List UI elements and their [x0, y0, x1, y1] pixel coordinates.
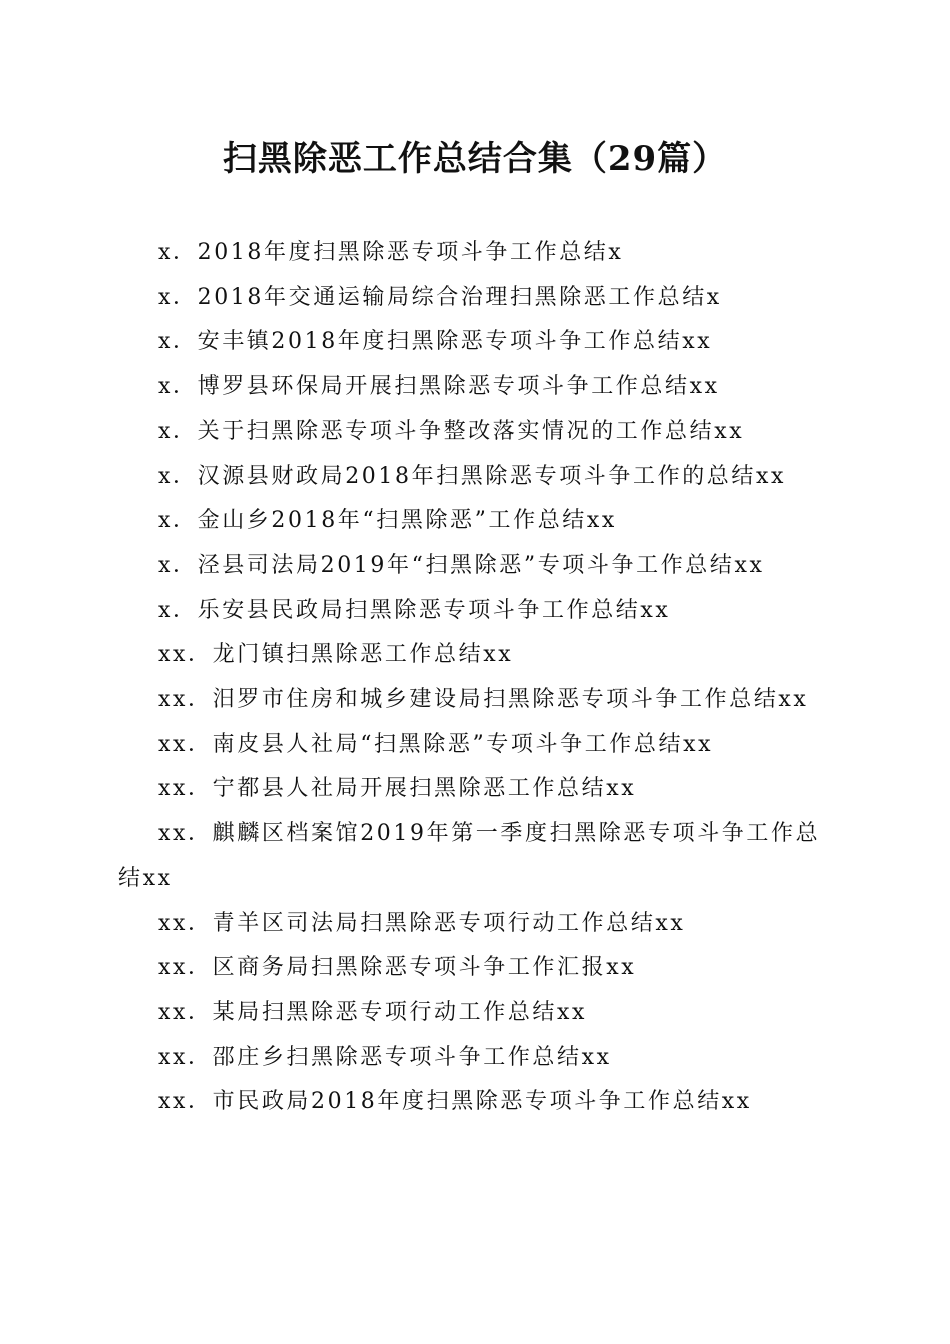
- toc-item: xx．龙门镇扫黑除恶工作总结xx: [158, 642, 514, 668]
- toc-item: xx．麒麟区档案馆2019年第一季度扫黑除恶专项斗争工作总结xx: [118, 821, 821, 891]
- toc-item: x．2018年交通运输局综合治理扫黑除恶工作总结x: [158, 284, 722, 310]
- toc-item: x．金山乡2018年“扫黑除恶”工作总结xx: [158, 508, 617, 534]
- toc-item: xx．南皮县人社局“扫黑除恶”专项斗争工作总结xx: [158, 731, 714, 757]
- toc-item: xx．邵庄乡扫黑除恶专项斗争工作总结xx: [158, 1044, 612, 1070]
- toc-item: x．汉源县财政局2018年扫黑除恶专项斗争工作的总结xx: [158, 463, 787, 489]
- toc-item: x．泾县司法局2019年“扫黑除恶”专项斗争工作总结xx: [158, 552, 765, 578]
- toc-item: xx．宁都县人社局开展扫黑除恶工作总结xx: [158, 776, 637, 802]
- toc-item: x．乐安县民政局扫黑除恶专项斗争工作总结xx: [158, 597, 671, 623]
- toc-item: x．关于扫黑除恶专项斗争整改落实情况的工作总结xx: [158, 418, 745, 444]
- toc-item: xx．市民政局2018年度扫黑除恶专项斗争工作总结xx: [158, 1089, 752, 1115]
- toc-item: x．博罗县环保局开展扫黑除恶专项斗争工作总结xx: [158, 374, 720, 400]
- toc-item: xx．青羊区司法局扫黑除恶专项行动工作总结xx: [158, 910, 686, 936]
- table-of-contents: [118, 231, 830, 1125]
- toc-item: xx．汨罗市住房和城乡建设局扫黑除恶专项斗争工作总结xx: [158, 687, 809, 713]
- toc-item: x．2018年度扫黑除恶专项斗争工作总结x: [158, 240, 624, 265]
- toc-item: xx．区商务局扫黑除恶专项斗争工作汇报xx: [158, 955, 637, 981]
- toc-item: xx．某局扫黑除恶专项行动工作总结xx: [158, 999, 588, 1025]
- toc-item: x．安丰镇2018年度扫黑除恶专项斗争工作总结xx: [158, 329, 713, 355]
- document-title: 扫黑除恶工作总结合集（29篇）: [222, 139, 728, 179]
